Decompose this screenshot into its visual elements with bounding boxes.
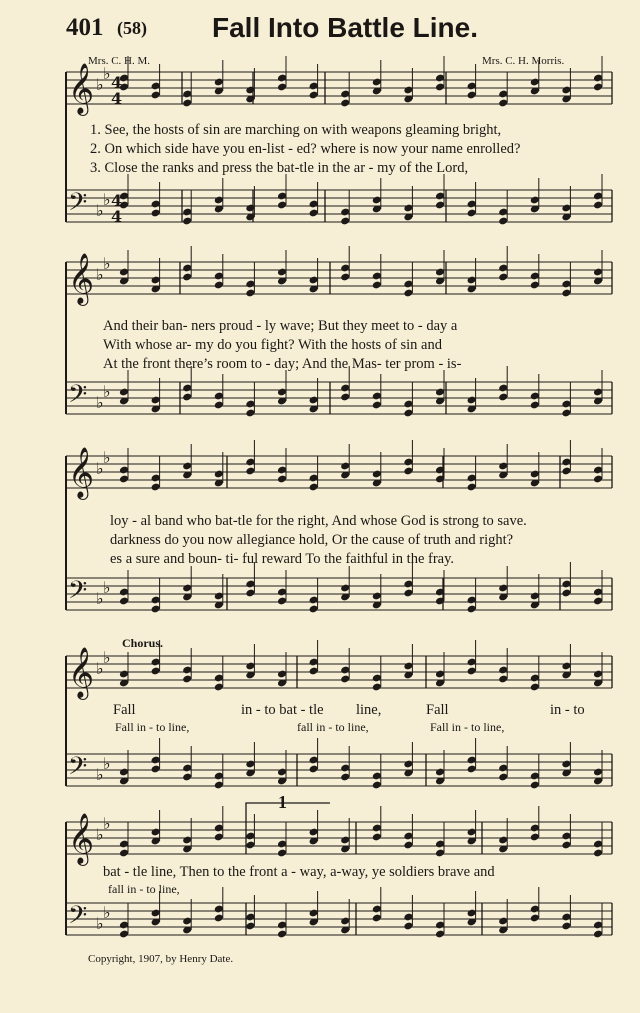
flat-sign: ♭ xyxy=(103,578,111,597)
copyright-notice: Copyright, 1907, by Henry Date. xyxy=(88,953,234,965)
flat-sign: ♭ xyxy=(96,825,104,844)
hymn-title: Fall Into Battle Line. xyxy=(212,12,479,43)
treble-clef: 𝄞 xyxy=(68,647,95,698)
lyric-line: loy - al band who bat-tle for the right, And whose God is strong to save. xyxy=(110,513,527,529)
chorus-lyric: in - to xyxy=(550,702,585,718)
lyric-line: darkness do you now allegiance hold, Or the cause of truth and right? xyxy=(110,532,514,548)
flat-sign: ♭ xyxy=(96,589,104,608)
flat-sign: ♭ xyxy=(96,765,104,784)
time-signature: 4 xyxy=(111,89,123,108)
hymn-number: 401 xyxy=(66,14,104,41)
lyric-line: es a sure and boun- ti- ful reward To the faithful in the fray. xyxy=(110,551,455,567)
chorus-echo: fall in - to line, xyxy=(297,720,369,734)
chorus-label: Chorus. xyxy=(122,636,164,650)
bass-clef: 𝄢 xyxy=(68,188,88,223)
chorus-echo: Fall in - to line, xyxy=(430,720,505,734)
flat-sign: ♭ xyxy=(103,382,111,401)
first-ending-mark: 1 xyxy=(278,792,287,812)
flat-sign: ♭ xyxy=(103,648,111,667)
words-credit: Mrs. C. H. M. xyxy=(88,55,151,67)
flat-sign: ♭ xyxy=(96,459,104,478)
lyric-line: 1. See, the hosts of sin are marching on with weapons gleaming bright, xyxy=(90,122,502,138)
treble-clef: 𝄞 xyxy=(68,447,95,498)
bass-clef: 𝄢 xyxy=(68,752,88,787)
lyric-line: With whose ar- my do you fight? With the hosts of sin and xyxy=(103,337,442,353)
bass-clef: 𝄢 xyxy=(68,901,88,936)
time-signature: 4 xyxy=(111,73,123,92)
bass-clef: 𝄢 xyxy=(68,380,88,415)
lyric-line: And their ban- ners proud - ly wave; But they meet to - day a xyxy=(103,318,458,334)
chorus-lyric: Fall xyxy=(426,702,449,718)
chorus-lyric: Fall xyxy=(113,702,136,718)
flat-sign: ♭ xyxy=(103,903,111,922)
flat-sign: ♭ xyxy=(96,201,104,220)
treble-clef: 𝄞 xyxy=(68,253,95,304)
flat-sign: ♭ xyxy=(96,659,104,678)
flat-sign: ♭ xyxy=(103,64,111,83)
chorus-echo: Fall in - to line, xyxy=(115,720,190,734)
chorus-lyric: line, xyxy=(356,702,382,718)
flat-sign: ♭ xyxy=(96,75,104,94)
hymn-reference: (58) xyxy=(117,18,147,38)
treble-clef: 𝄞 xyxy=(68,813,95,864)
treble-clef: 𝄞 xyxy=(68,63,95,114)
music-credit: Mrs. C. H. Morris. xyxy=(482,55,565,67)
flat-sign: ♭ xyxy=(103,254,111,273)
lyric-line: 2. On which side have you en-list - ed? where is now your name enrolled? xyxy=(90,141,521,157)
flat-sign: ♭ xyxy=(96,393,104,412)
time-signature: 4 xyxy=(111,207,123,226)
flat-sign: ♭ xyxy=(103,754,111,773)
flat-sign: ♭ xyxy=(96,914,104,933)
time-signature: 4 xyxy=(111,191,123,210)
chorus-echo: fall in - to line, xyxy=(108,882,180,896)
lyric-line: 3. Close the ranks and press the bat-tle in the ar - my of the Lord, xyxy=(90,160,469,176)
flat-sign: ♭ xyxy=(96,265,104,284)
bass-clef: 𝄢 xyxy=(68,576,88,611)
flat-sign: ♭ xyxy=(103,814,111,833)
flat-sign: ♭ xyxy=(103,448,111,467)
chorus-lyric: in - to bat - tle xyxy=(241,702,324,718)
lyric-line: At the front there’s room to - day; And the Mas- ter prom - is- xyxy=(103,356,462,372)
flat-sign: ♭ xyxy=(103,190,111,209)
chorus-lyric: bat - tle line, Then to the front a - way, a-way, ye soldiers brave and xyxy=(103,864,495,880)
